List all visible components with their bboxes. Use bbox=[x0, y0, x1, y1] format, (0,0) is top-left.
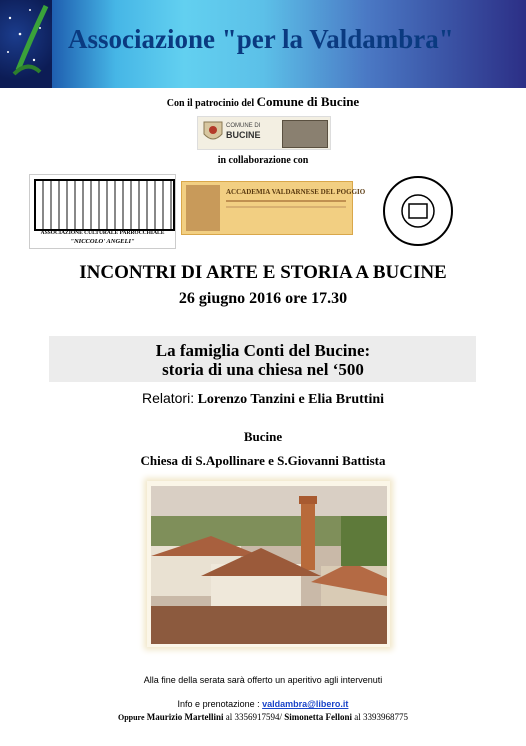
bucine-photo bbox=[151, 486, 387, 644]
partner-logo-accademia-poggio bbox=[181, 181, 366, 235]
comune-emblem-image bbox=[282, 120, 328, 148]
page-title: Associazione "per la Valdambra" bbox=[68, 24, 454, 54]
speakers-line bbox=[0, 390, 526, 408]
town-photo-image bbox=[151, 486, 387, 644]
event-date: 26 giugno 2016 ore 17.30 bbox=[178, 290, 348, 307]
partner-logo-gruppo-ricerche bbox=[369, 174, 468, 248]
speakers-names: Lorenzo Tanzini e Elia Bruttini bbox=[197, 392, 385, 407]
partner-1-line1: ASSOCIAZIONE CULTURALE PARROCCHIALE bbox=[40, 230, 165, 236]
comune-logo-line1: COMUNE DI bbox=[226, 123, 261, 129]
contact1-name: Maurizio Martellini bbox=[146, 712, 224, 722]
contact2-phone: al 3393968775 bbox=[354, 712, 408, 722]
info-line bbox=[0, 699, 526, 709]
speakers-label: Relatori: bbox=[141, 390, 195, 406]
patronage-line bbox=[0, 94, 526, 110]
partner-1-line2: "NICCOLO' ANGELI" bbox=[70, 238, 135, 245]
portrait-image bbox=[186, 185, 220, 231]
info-label: Info e prenotazione : bbox=[177, 699, 260, 709]
seal-icon bbox=[369, 174, 468, 248]
event-town: Bucine bbox=[243, 429, 283, 444]
coat-of-arms-icon bbox=[202, 120, 224, 146]
contact2-name: Simonetta Felloni bbox=[284, 712, 352, 722]
church-drawing-image bbox=[34, 179, 175, 231]
aperitif-note: Alla fine della serata sarà offerto un aperitivo agli intervenuti bbox=[143, 675, 383, 685]
patronage-prefix: Con il patrocinio del bbox=[166, 98, 255, 109]
contact1-phone: al 3356917594/ bbox=[225, 712, 282, 722]
talk-title-line1: La famiglia Conti del Bucine: bbox=[155, 341, 371, 360]
star-logo-icon bbox=[0, 0, 52, 88]
event-venue: Chiesa di S.Apollinare e S.Giovanni Battista bbox=[140, 453, 386, 468]
contacts-line bbox=[0, 712, 526, 722]
divider bbox=[226, 206, 346, 208]
event-headline: INCONTRI DI ARTE E STORIA A BUCINE bbox=[79, 262, 447, 283]
comune-logo bbox=[197, 116, 331, 150]
partner-2-line1: ACCADEMIA VALDARNESE DEL POGGIO bbox=[226, 188, 366, 196]
email-link[interactable]: valdambra@libero.it bbox=[262, 699, 349, 709]
association-logo bbox=[0, 0, 52, 88]
partner-logo-niccolo-angeli bbox=[29, 174, 176, 249]
collaboration-label: in collaborazione con bbox=[217, 155, 309, 166]
contacts-prefix: Oppure bbox=[117, 713, 145, 722]
talk-title-line2: storia di una chiesa nel ‘500 bbox=[162, 360, 364, 379]
comune-logo-line2: BUCINE bbox=[226, 130, 261, 140]
patronage-entity: Comune di Bucine bbox=[256, 94, 360, 109]
divider bbox=[226, 200, 346, 202]
